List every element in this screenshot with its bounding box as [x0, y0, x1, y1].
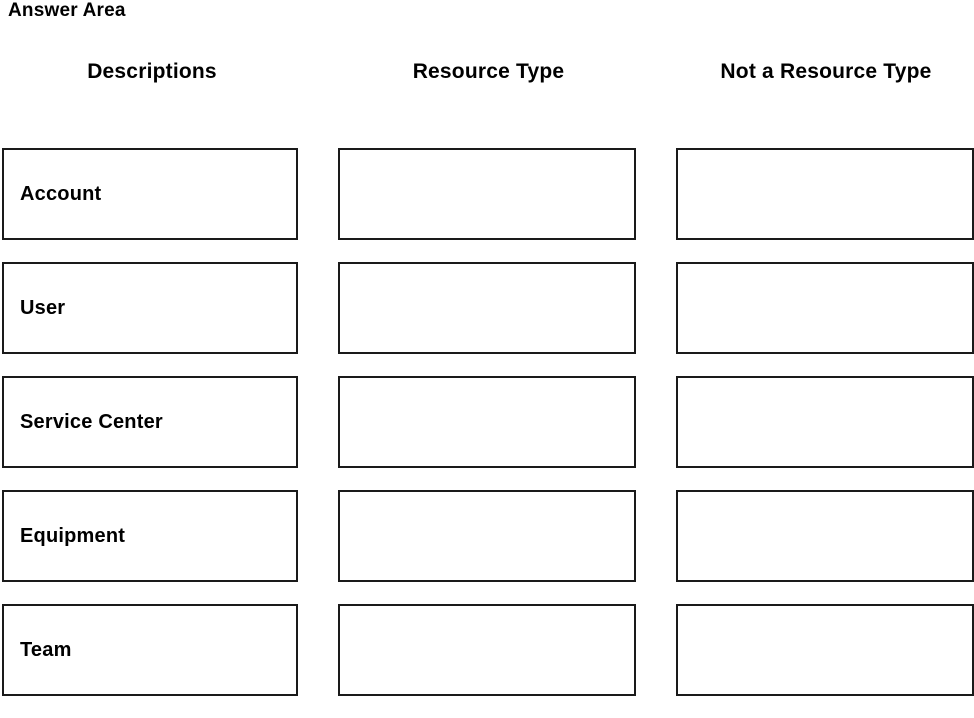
table-row	[0, 376, 974, 472]
description-label: Team	[20, 639, 72, 661]
table-row	[0, 262, 974, 358]
not-a-resource-type-dropzone[interactable]	[676, 490, 974, 582]
description-cell	[2, 604, 298, 696]
not-a-resource-type-dropzone[interactable]	[676, 262, 974, 354]
description-label: Account	[20, 183, 102, 205]
description-label: User	[20, 297, 66, 319]
description-cell	[2, 490, 298, 582]
description-cell	[2, 262, 298, 354]
resource-type-dropzone[interactable]	[338, 604, 636, 696]
column-header-resource-type: Resource Type	[412, 60, 565, 83]
answer-grid	[0, 148, 974, 718]
not-a-resource-type-dropzone[interactable]	[676, 604, 974, 696]
not-a-resource-type-dropzone[interactable]	[676, 376, 974, 468]
column-headers	[0, 60, 974, 96]
table-row	[0, 148, 974, 244]
page-title: Answer Area	[8, 0, 126, 21]
column-header-not-a-resource-type: Not a Resource Type	[720, 60, 932, 83]
resource-type-dropzone[interactable]	[338, 148, 636, 240]
table-row	[0, 604, 974, 700]
resource-type-dropzone[interactable]	[338, 376, 636, 468]
description-label: Service Center	[20, 411, 163, 433]
column-header-descriptions: Descriptions	[87, 60, 217, 83]
not-a-resource-type-dropzone[interactable]	[676, 148, 974, 240]
description-cell	[2, 148, 298, 240]
table-row	[0, 490, 974, 586]
resource-type-dropzone[interactable]	[338, 262, 636, 354]
resource-type-dropzone[interactable]	[338, 490, 636, 582]
description-label: Equipment	[20, 525, 126, 547]
description-cell	[2, 376, 298, 468]
